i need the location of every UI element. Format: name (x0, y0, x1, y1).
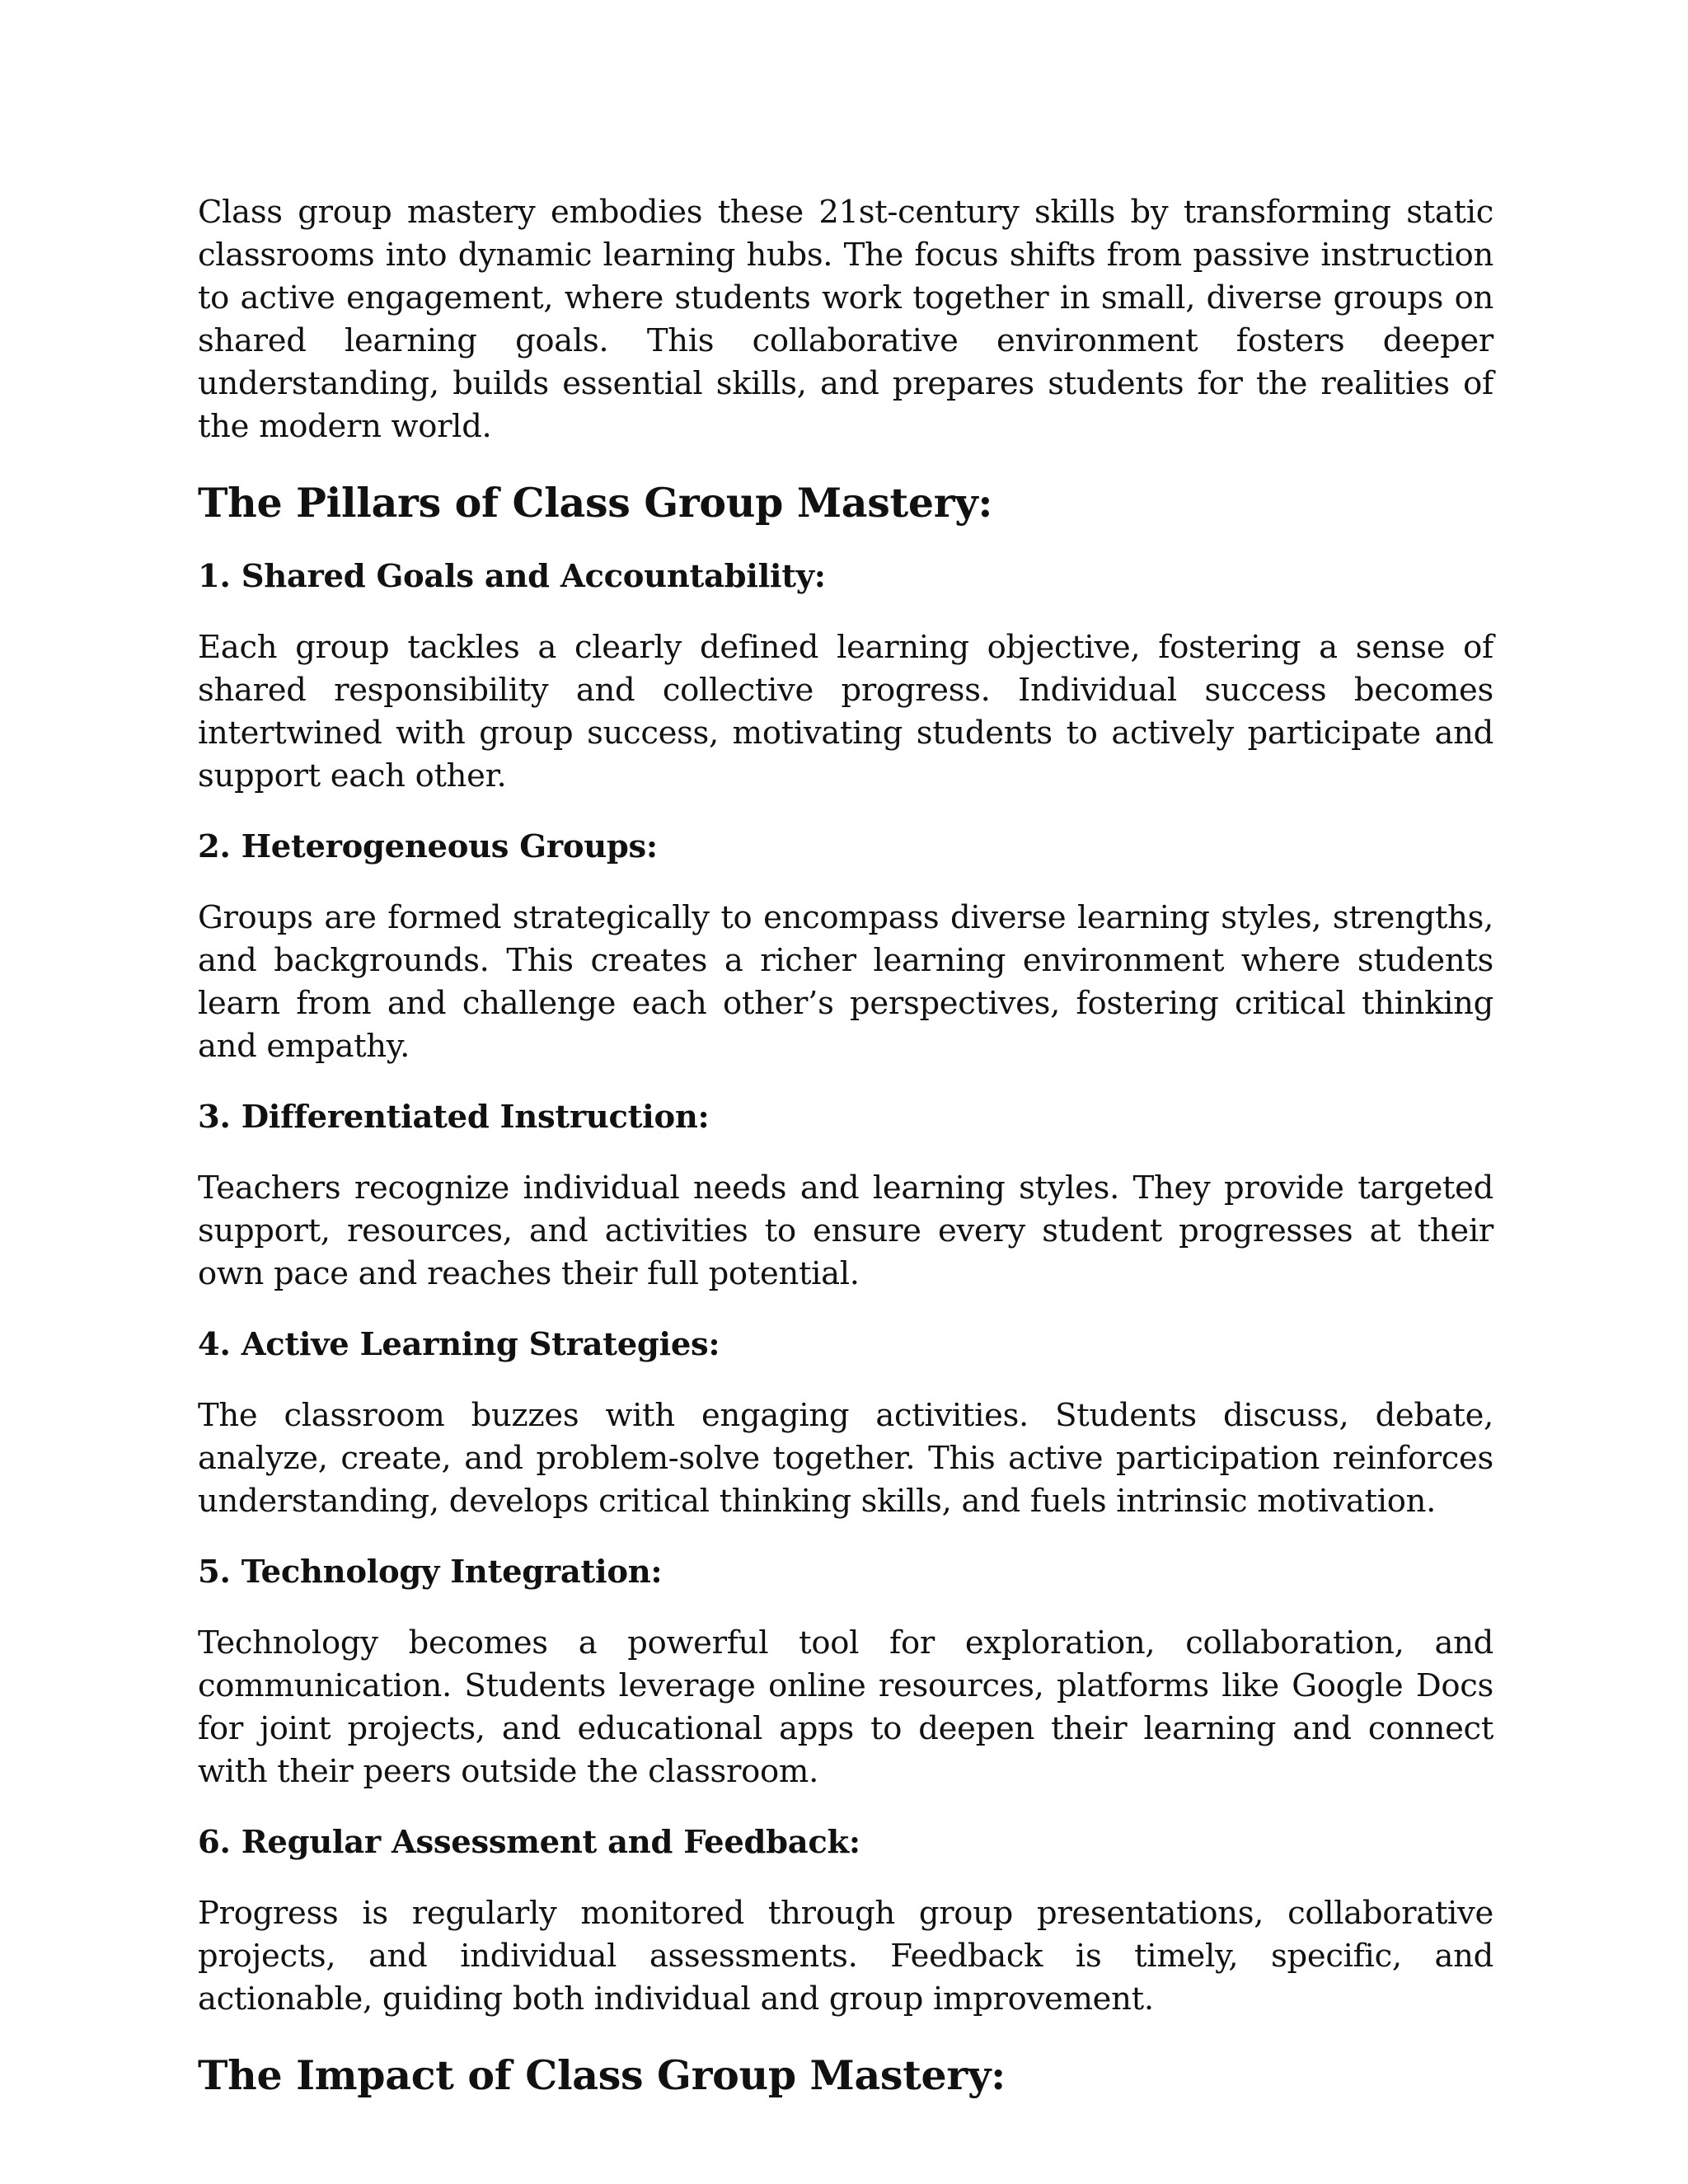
document-page (198, 191, 1493, 2100)
pillar-title: 1. Shared Goals and Accountability: (198, 558, 826, 595)
pillar-section-4 (198, 1324, 1493, 1523)
pillar-title: 4. Active Learning Strategies: (198, 1326, 720, 1363)
intro-paragraph: Class group mastery embodies these 21st-century skills by transforming static classrooms into dynamic learning hubs. The focus shifts from passive instruction to active engagement, where students work together in small, diverse groups on shared learning goals. This collaborative environment fosters deeper understanding, builds essential skills, and prepares students for the realities of the modern world. (198, 194, 1493, 445)
pillars-heading: The Pillars of Class Group Mastery: (198, 479, 993, 527)
pillar-title: 2. Heterogeneous Groups: (198, 828, 658, 865)
pillar-title: 3. Differentiated Instruction: (198, 1099, 710, 1136)
pillar-section-3 (198, 1096, 1493, 1296)
pillar-body: Each group tackles a clearly defined learning objective, fostering a sense of shared responsibility and collective progress. Individual success becomes intertwined with group success, motivating students to actively participate and support each other. (198, 629, 1493, 794)
pillar-section-6 (198, 1821, 1493, 2021)
pillar-section-5 (198, 1551, 1493, 1793)
pillar-body: Groups are formed strategically to encompass diverse learning styles, strengths, and backgrounds. This creates a richer learning environment where students learn from and challenge each other’s perspectives, fostering critical thinking and empathy. (198, 899, 1493, 1065)
pillar-title: 5. Technology Integration: (198, 1554, 663, 1591)
pillar-body: Teachers recognize individual needs and learning styles. They provide targeted support, resources, and activities to ensure every student progresses at their own pace and reaches their full potential. (198, 1169, 1493, 1292)
pillar-body: Progress is regularly monitored through group presentations, collaborative projects, and individual assessments. Feedback is timely, specific, and actionable, guiding both individual and group improvement. (198, 1895, 1493, 2018)
pillar-body: The classroom buzzes with engaging activities. Students discuss, debate, analyze, create, and problem-solve together. This active participation reinforces understanding, develops critical thinking skills, and fuels intrinsic motivation. (198, 1397, 1493, 1520)
pillar-section-2 (198, 826, 1493, 1068)
impact-heading: The Impact of Class Group Mastery: (198, 2051, 1006, 2099)
pillar-body: Technology becomes a powerful tool for exploration, collaboration, and communication. Students leverage online resources, platforms like Google Docs for joint projects, and educational apps to deepen their learning and connect with their peers outside the classroom. (198, 1624, 1493, 1790)
pillar-title: 6. Regular Assessment and Feedback: (198, 1824, 860, 1861)
pillar-section-1 (198, 555, 1493, 798)
